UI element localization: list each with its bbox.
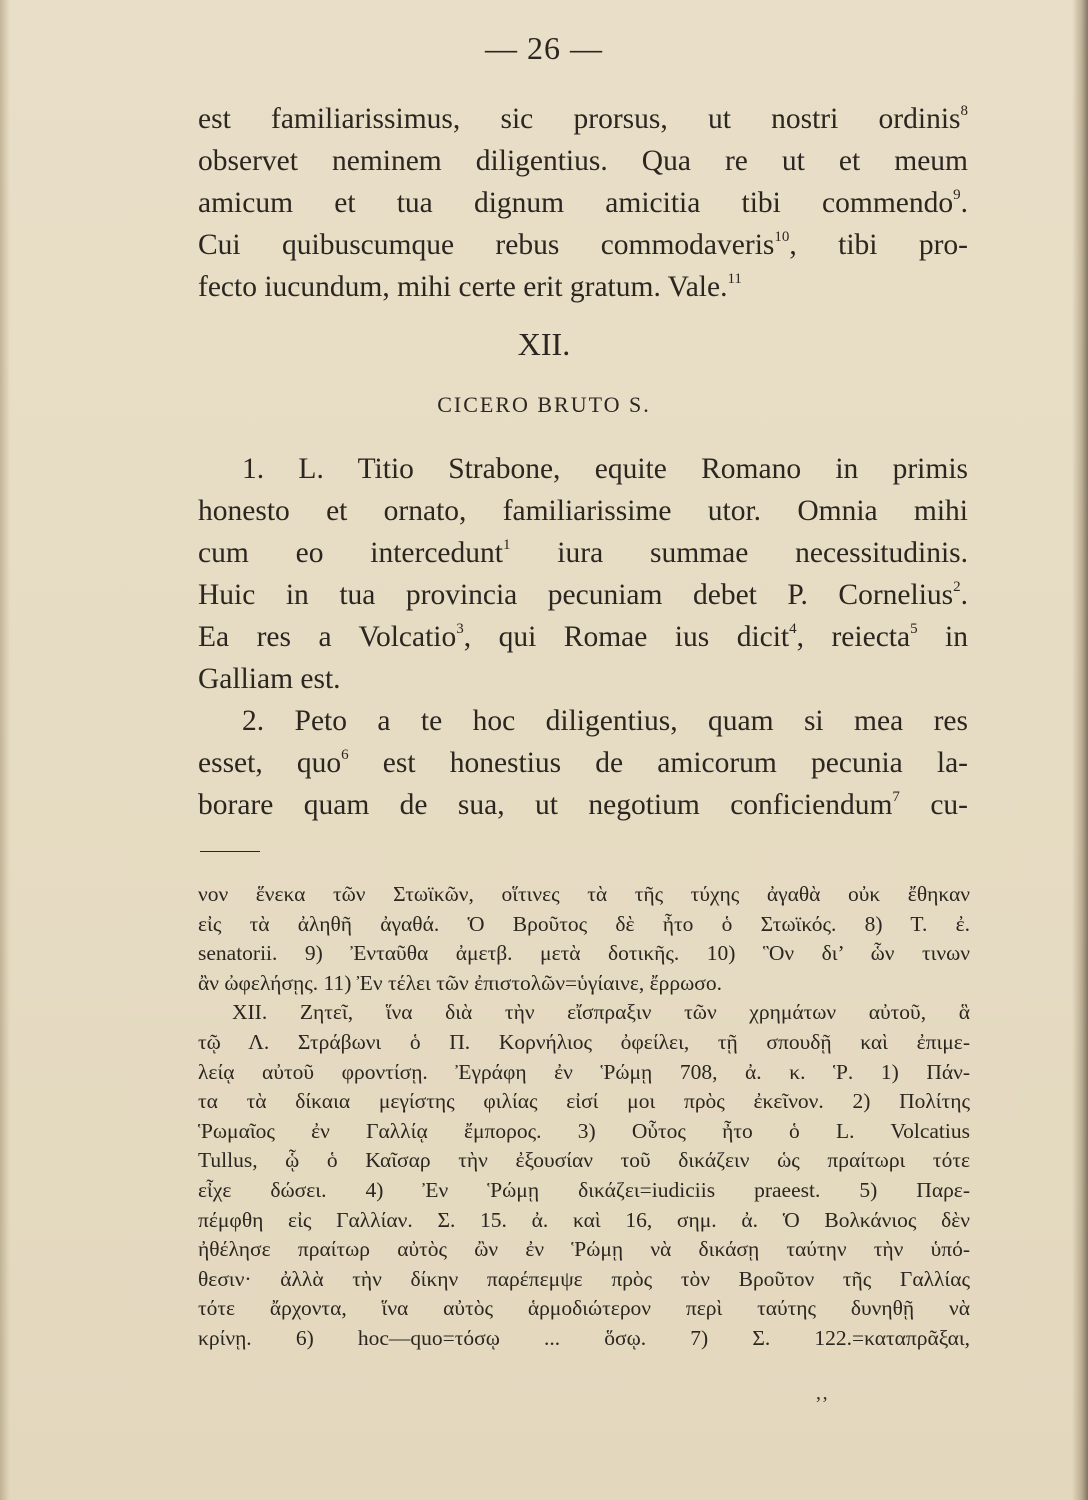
text-line: 1. L. Titio Strabone, equite Romano in primis xyxy=(242,453,968,485)
text-line: Huic in tua provincia pecuniam debet P. Cornelius$^2$. xyxy=(198,579,968,611)
footnote-separator xyxy=(200,851,260,852)
footnote-reference: 10 xyxy=(774,229,790,245)
footnote-line: XII. Ζητεῖ, ἵνα διὰ τὴν εἴσπραξιν τῶν χρημάτων αὐτοῦ, ἃ xyxy=(232,1000,970,1025)
page-number: — 26 — xyxy=(485,30,603,66)
text-line: 2. Peto a te hoc diligentius, quam si mea res xyxy=(242,705,968,737)
letter-salutation: CICERO BRUTO S. xyxy=(437,392,651,417)
footnote-line: Ῥωμαῖος ἐν Γαλλίᾳ ἔμπορος. 3) Οὗτος ἦτο ὁ L. Volcatius xyxy=(198,1118,970,1143)
left-page-shadow xyxy=(0,0,10,1500)
footnote-line: ἠθέλησε πραίτωρ αὐτὸς ὢν ἐν Ῥώμῃ νὰ δικάσῃ ταύτην τὴν ὑπό- xyxy=(198,1237,970,1262)
footnote-line: εἶχε δώσει. 4) Ἐν Ῥώμῃ δικάζει=iudiciis praeest. 5) Παρε- xyxy=(198,1177,970,1202)
letter-xi-ending xyxy=(198,98,968,308)
text-line: honesto et ornato, familiarissime utor. Omnia mihi xyxy=(198,495,968,527)
footnote-line: εἰς τὰ ἀληθῆ ἀγαθά. Ὁ Βροῦτος δὲ ἦτο ὁ Στωϊκός. 8) Τ. ἐ. xyxy=(198,911,970,936)
footnote-line: πέμφθη εἰς Γαλλίαν. Σ. 15. ἀ. καὶ 16, σημ. ἀ. Ὁ Βολκάνιος δὲν xyxy=(198,1207,970,1232)
footnote-line: ἂν ὠφελήσῃς. 11) Ἐν τέλει τῶν ἐπιστολῶν=ὑγίαινε, ἔρρωσο. xyxy=(198,970,723,995)
footnote-line: τότε ἄρχοντα, ἵνα αὐτὸς ἁρμοδιώτερον περὶ ταύτης δυνηθῇ νὰ xyxy=(198,1296,970,1321)
footnote-line: θεσιν· ἀλλὰ τὴν δίκην παρέπεμψε πρὸς τὸν Βροῦτον τῆς Γαλλίας xyxy=(198,1266,970,1291)
footnote-reference: 2 xyxy=(953,579,961,595)
footnote-line: τῷ Λ. Στράβωνι ὁ Π. Κορνήλιος ὀφείλει, τῇ σπουδῇ καὶ ἐπιμε- xyxy=(198,1029,970,1054)
letter-xii-body xyxy=(198,448,968,826)
corner-mark: ‚‚ xyxy=(815,1382,829,1404)
text-line: cum eo intercedunt$^1$ iura summae necessitudinis. xyxy=(198,537,969,569)
footnote-line: λείᾳ αὐτοῦ φροντίσῃ. Ἐγράφη ἐν Ῥώμῃ 708, ἀ. κ. Ῥ. 1) Πάν- xyxy=(198,1059,970,1084)
footnote-line: τα τὰ δίκαια μεγίστης φιλίας εἰσί μοι πρὸς ἐκεῖνον. 2) Πολίτης xyxy=(198,1089,970,1114)
footnote-line: κρίνῃ. 6) hoc—quo=τόσῳ ... ὅσῳ. 7) Σ. 122.=καταπρᾶξαι, xyxy=(198,1325,970,1350)
text-line: Ea res a Volcatio$^3$, qui Romae ius dicit$^4$, reiecta$^5$ in xyxy=(198,621,968,653)
text-line: observet neminem diligentius. Qua re ut et meum xyxy=(198,145,968,177)
footnotes xyxy=(198,880,970,1354)
footnote-line: Tullus, ᾧ ὁ Καῖσαρ τὴν ἐξουσίαν τοῦ δικάζειν ὡς πραίτωρι τότε xyxy=(198,1148,970,1173)
footnote-reference: 3 xyxy=(456,621,464,637)
right-page-edge xyxy=(1072,0,1088,1500)
letter-number: XII. xyxy=(517,326,571,362)
footnote-reference: 1 xyxy=(502,537,511,553)
footnote-reference: 7 xyxy=(892,789,900,805)
text-line: borare quam de sua, ut negotium conficiendum$^7$ cu- xyxy=(198,789,968,821)
footnote-reference: 4 xyxy=(789,621,797,637)
footnote-reference: 8 xyxy=(960,103,968,119)
footnote-reference: 11 xyxy=(727,271,742,287)
footnote-line: νον ἕνεκα τῶν Στωϊκῶν, οἵτινες τὰ τῆς τύχης ἀγαθὰ οὐκ ἔθηκαν xyxy=(198,882,970,906)
footnote-reference: 5 xyxy=(910,621,918,637)
footnote-reference: 9 xyxy=(953,187,961,203)
footnote-reference: 6 xyxy=(341,747,349,763)
text-line: fecto iucundum, mihi certe erit gratum. Vale.$^{11}$ xyxy=(198,271,742,303)
text-line: Cui quibuscumque rebus commodaveris$^{10}$, tibi pro- xyxy=(198,229,968,261)
text-line: Galliam est. xyxy=(198,663,341,695)
text-line: amicum et tua dignum amicitia tibi commendo$^9$. xyxy=(198,187,968,219)
text-line: esset, quo$^6$ est honestius de amicorum pecunia la- xyxy=(198,747,969,779)
footnote-line: senatorii. 9) Ἐνταῦθα ἀμετβ. μετὰ δοτικῆς. 10) Ὃν δι’ ὧν τινων xyxy=(198,941,970,966)
text-line: est familiarissimus, sic prorsus, ut nostri ordinis$^8$ xyxy=(198,103,968,135)
